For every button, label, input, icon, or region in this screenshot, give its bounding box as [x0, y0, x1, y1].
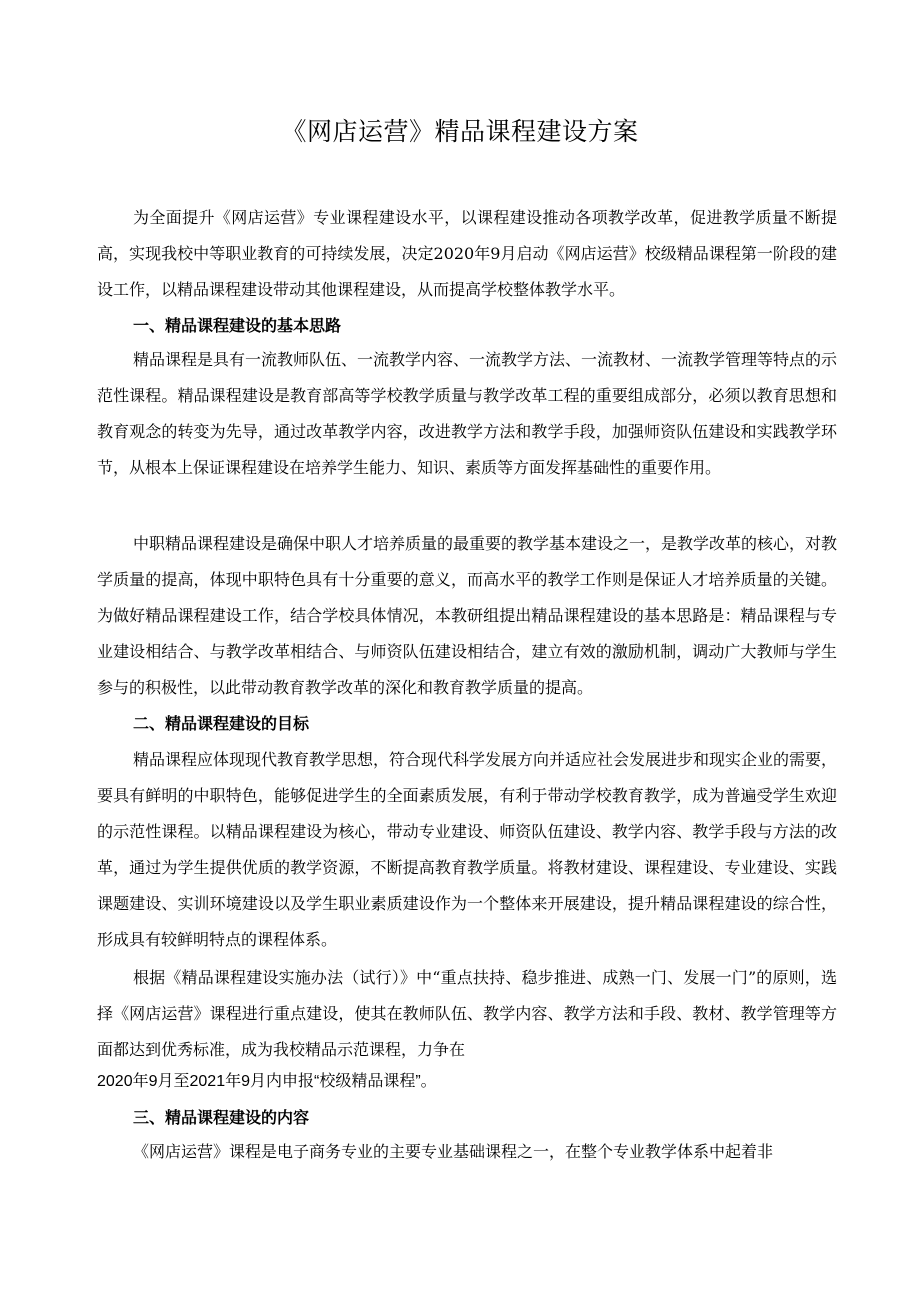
intro-paragraph: 为全面提升《网店运营》专业课程建设水平，以课程建设推动各项教学改革，促进教学质量不断提高，实现我校中等职业教育的可持续发展，决定2020年9月启动《网店运营》校级精品课程第一阶段的建设工作，以精品课程建设带动其他课程建设，从而提高学校整体教学水平。 [97, 208, 837, 299]
section-heading-2: 二、精品课程建设的目标 [133, 714, 310, 733]
section2-paragraph-2-continued: 2020年9月至2021年9月内申报“校级精品课程”。 [97, 1073, 437, 1090]
section1-paragraph-1: 精品课程是具有一流教师队伍、一流教学内容、一流教学方法、一流教材、一流教学管理等特点的示范性课程。精品课程建设是教育部高等学校教学质量与教学改革工程的重要组成部分，必须以教育思想和教育观念的转变为先导，通过改革教学内容，改进教学方法和教学手段，加强师资队伍建设和实践教学环节，从根本上保证课程建设在培养学生能力、知识、素质等方面发挥基础性的重要作用。 [97, 350, 838, 477]
section-heading-3: 三、精品课程建设的内容 [133, 1108, 310, 1127]
section1-paragraph-2: 中职精品课程建设是确保中职人才培养质量的最重要的教学基本建设之一，是教学改革的核心，对教学质量的提高，体现中职特色具有十分重要的意义，而高水平的教学工作则是保证人才培养质量的关键。为做好精品课程建设工作，结合学校具体情况，本教研组提出精品课程建设的基本思路是：精品课程与专业建设相结合、与教学改革相结合、与师资队伍建设相结合，建立有效的激励机制，调动广大教师与学生参与的积极性，以此带动教育教学改革的深化和教育教学质量的提高。 [97, 534, 838, 697]
section2-paragraph-2: 根据《精品课程建设实施办法（试行）》中“重点扶持、稳步推进、成熟一门、发展一门”的原则，选择《网店运营》课程进行重点建设，使其在教师队伍、教学内容、教学方法和手段、教材、教学管理等方面都达到优秀标准，成为我校精品示范课程，力争在 [97, 968, 837, 1059]
section-heading-1: 一、精品课程建设的基本思路 [133, 316, 342, 335]
document-title: 《网店运营》精品课程建设方案 [281, 117, 639, 146]
section2-paragraph-1: 精品课程应体现现代教育教学思想，符合现代科学发展方向并适应社会发展进步和现实企业的需要，要具有鲜明的中职特色，能够促进学生的全面素质发展，有利于带动学校教育教学，成为普遍受学生欢迎的示范性课程。以精品课程建设为核心，带动专业建设、师资队伍建设、教学内容、教学手段与方法的改革，通过为学生提供优质的教学资源，不断提高教育教学质量。将教材建设、课程建设、专业建设、实践课题建设、实训环境建设以及学生职业素质建设作为一个整体来开展建设，提升精品课程建设的综合性，形成具有较鲜明特点的课程体系。 [97, 750, 838, 949]
section3-paragraph-1: 《网店运营》课程是电子商务专业的主要专业基础课程之一，在整个专业教学体系中起着非 [133, 1142, 774, 1161]
